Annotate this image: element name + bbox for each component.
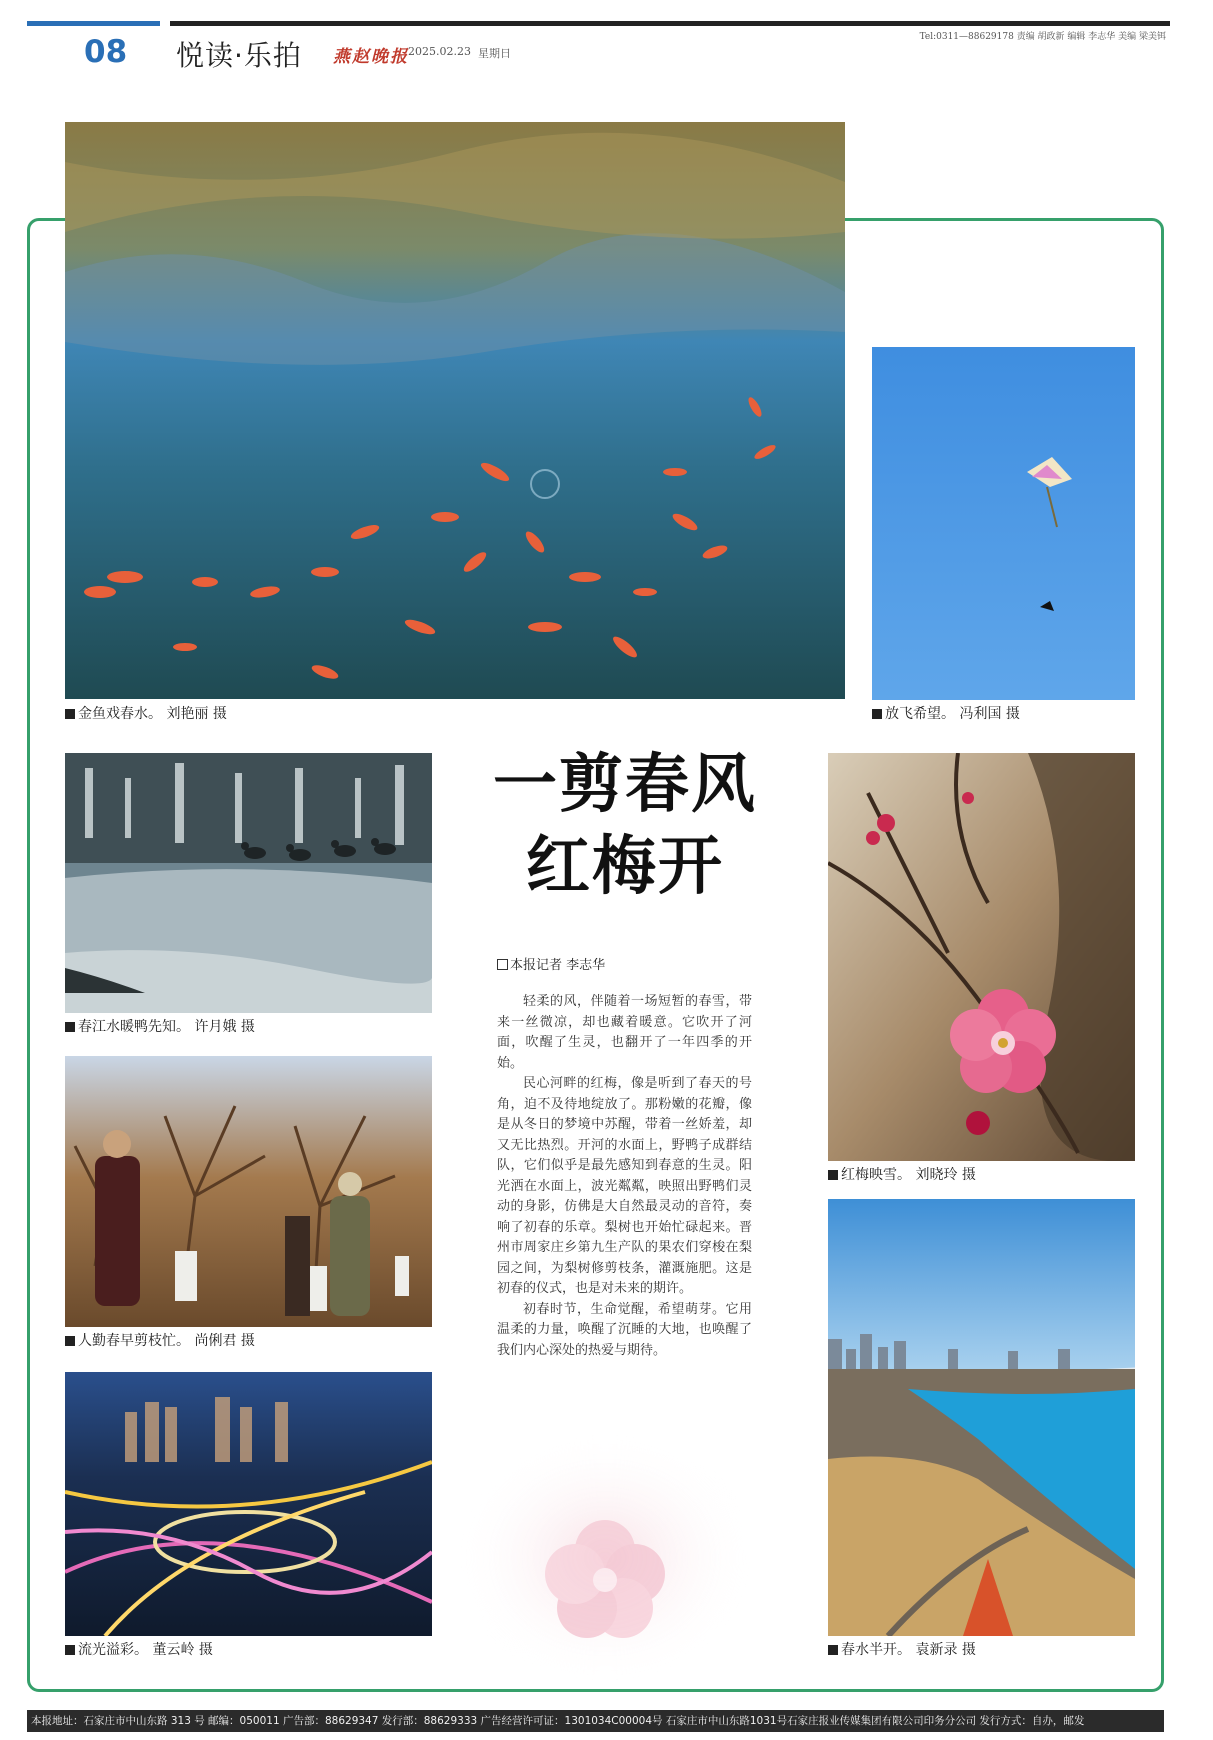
header-rule: [170, 21, 1170, 26]
plum-photo: [828, 753, 1135, 1161]
pruning-caption: 人勤春早剪枝忙。 尚俐君 摄: [65, 1330, 255, 1350]
footer-info-bar: 本报地址：石家庄市中山东路 313 号 邮编：050011 广告部：88629347 发行部：88629333 广告经营许可证：1301034C00004号 石家庄市中山东路1031号石家庄报业传媒集团有限公司印务分公司 发行方式：自办，邮发: [27, 1710, 1164, 1732]
publication-date: 2025.02.23: [408, 45, 471, 58]
caption-marker: [65, 709, 75, 719]
publication-weekday: 星期日: [478, 47, 511, 60]
headline-line-2: 红梅开: [526, 830, 724, 904]
header-rule-accent: [27, 21, 160, 26]
plum-caption: 红梅映雪。 刘晓玲 摄: [828, 1164, 976, 1184]
caption-marker: [65, 1645, 75, 1655]
lights-photo: [65, 1372, 432, 1636]
headline-line-1: 一剪春风: [493, 748, 757, 822]
ducks-caption: 春江水暖鸭先知。 许月娥 摄: [65, 1016, 255, 1036]
article-body: [497, 992, 752, 1361]
lights-caption: 流光溢彩。 董云岭 摄: [65, 1639, 213, 1659]
article-paragraph: 初春时节，生命觉醒，希望萌芽。它用温柔的力量，唤醒了沉睡的大地，也唤醒了我们内心深处的热爱与期待。: [497, 1301, 752, 1358]
article-byline: 本报记者 李志华: [497, 954, 605, 973]
caption-marker: [65, 1022, 75, 1032]
caption-marker: [828, 1170, 838, 1180]
section-title: 悦读·乐拍: [176, 39, 302, 72]
goldfish-photo: [65, 122, 845, 699]
page-number: 08: [84, 34, 128, 70]
kite-photo: [872, 347, 1135, 700]
ducks-photo: [65, 753, 432, 1013]
byline-marker: [497, 959, 508, 970]
kite-caption: 放飞希望。 冯利国 摄: [872, 703, 1020, 723]
caption-marker: [65, 1336, 75, 1346]
background-flower-illustration: [455, 1430, 755, 1685]
goldfish-caption: 金鱼戏春水。 刘艳丽 摄: [65, 703, 227, 723]
article-headline: [480, 744, 770, 908]
caption-marker: [872, 709, 882, 719]
pruning-photo: [65, 1056, 432, 1327]
caption-marker: [828, 1645, 838, 1655]
article-paragraph: 民心河畔的红梅，像是听到了春天的号角，迫不及待地绽放了。那粉嫩的花瓣，像是从冬日的梦境中苏醒，带着一丝娇羞，却又无比热烈。开河的水面上，野鸭子成群结队，它们似乎是最先感知到春意的生灵。阳光洒在水面上，波光粼粼，映照出野鸭们灵动的身影，仿佛是大自然最灵动的音符，奏响了初春的乐章。梨树也开始忙碌起来。晋州市周家庄乡第九生产队的果农们穿梭在梨园之间，为梨树修剪枝条，灌溉施肥。这是初春的仪式，也是对未来的期许。: [497, 1076, 752, 1296]
editor-credits: Tel:0311—88629178 责编 胡政新 编辑 李志华 美编 梁美铒: [919, 32, 1166, 42]
river-caption: 春水半开。 袁新录 摄: [828, 1639, 976, 1659]
river-photo: [828, 1199, 1135, 1636]
newspaper-logo: 燕赵晚报: [333, 47, 409, 67]
article-paragraph: 轻柔的风，伴随着一场短暂的春雪，带来一丝微凉，却也藏着暖意。它吹开了河面，吹醒了生灵，也翻开了一年四季的开始。: [497, 994, 752, 1071]
